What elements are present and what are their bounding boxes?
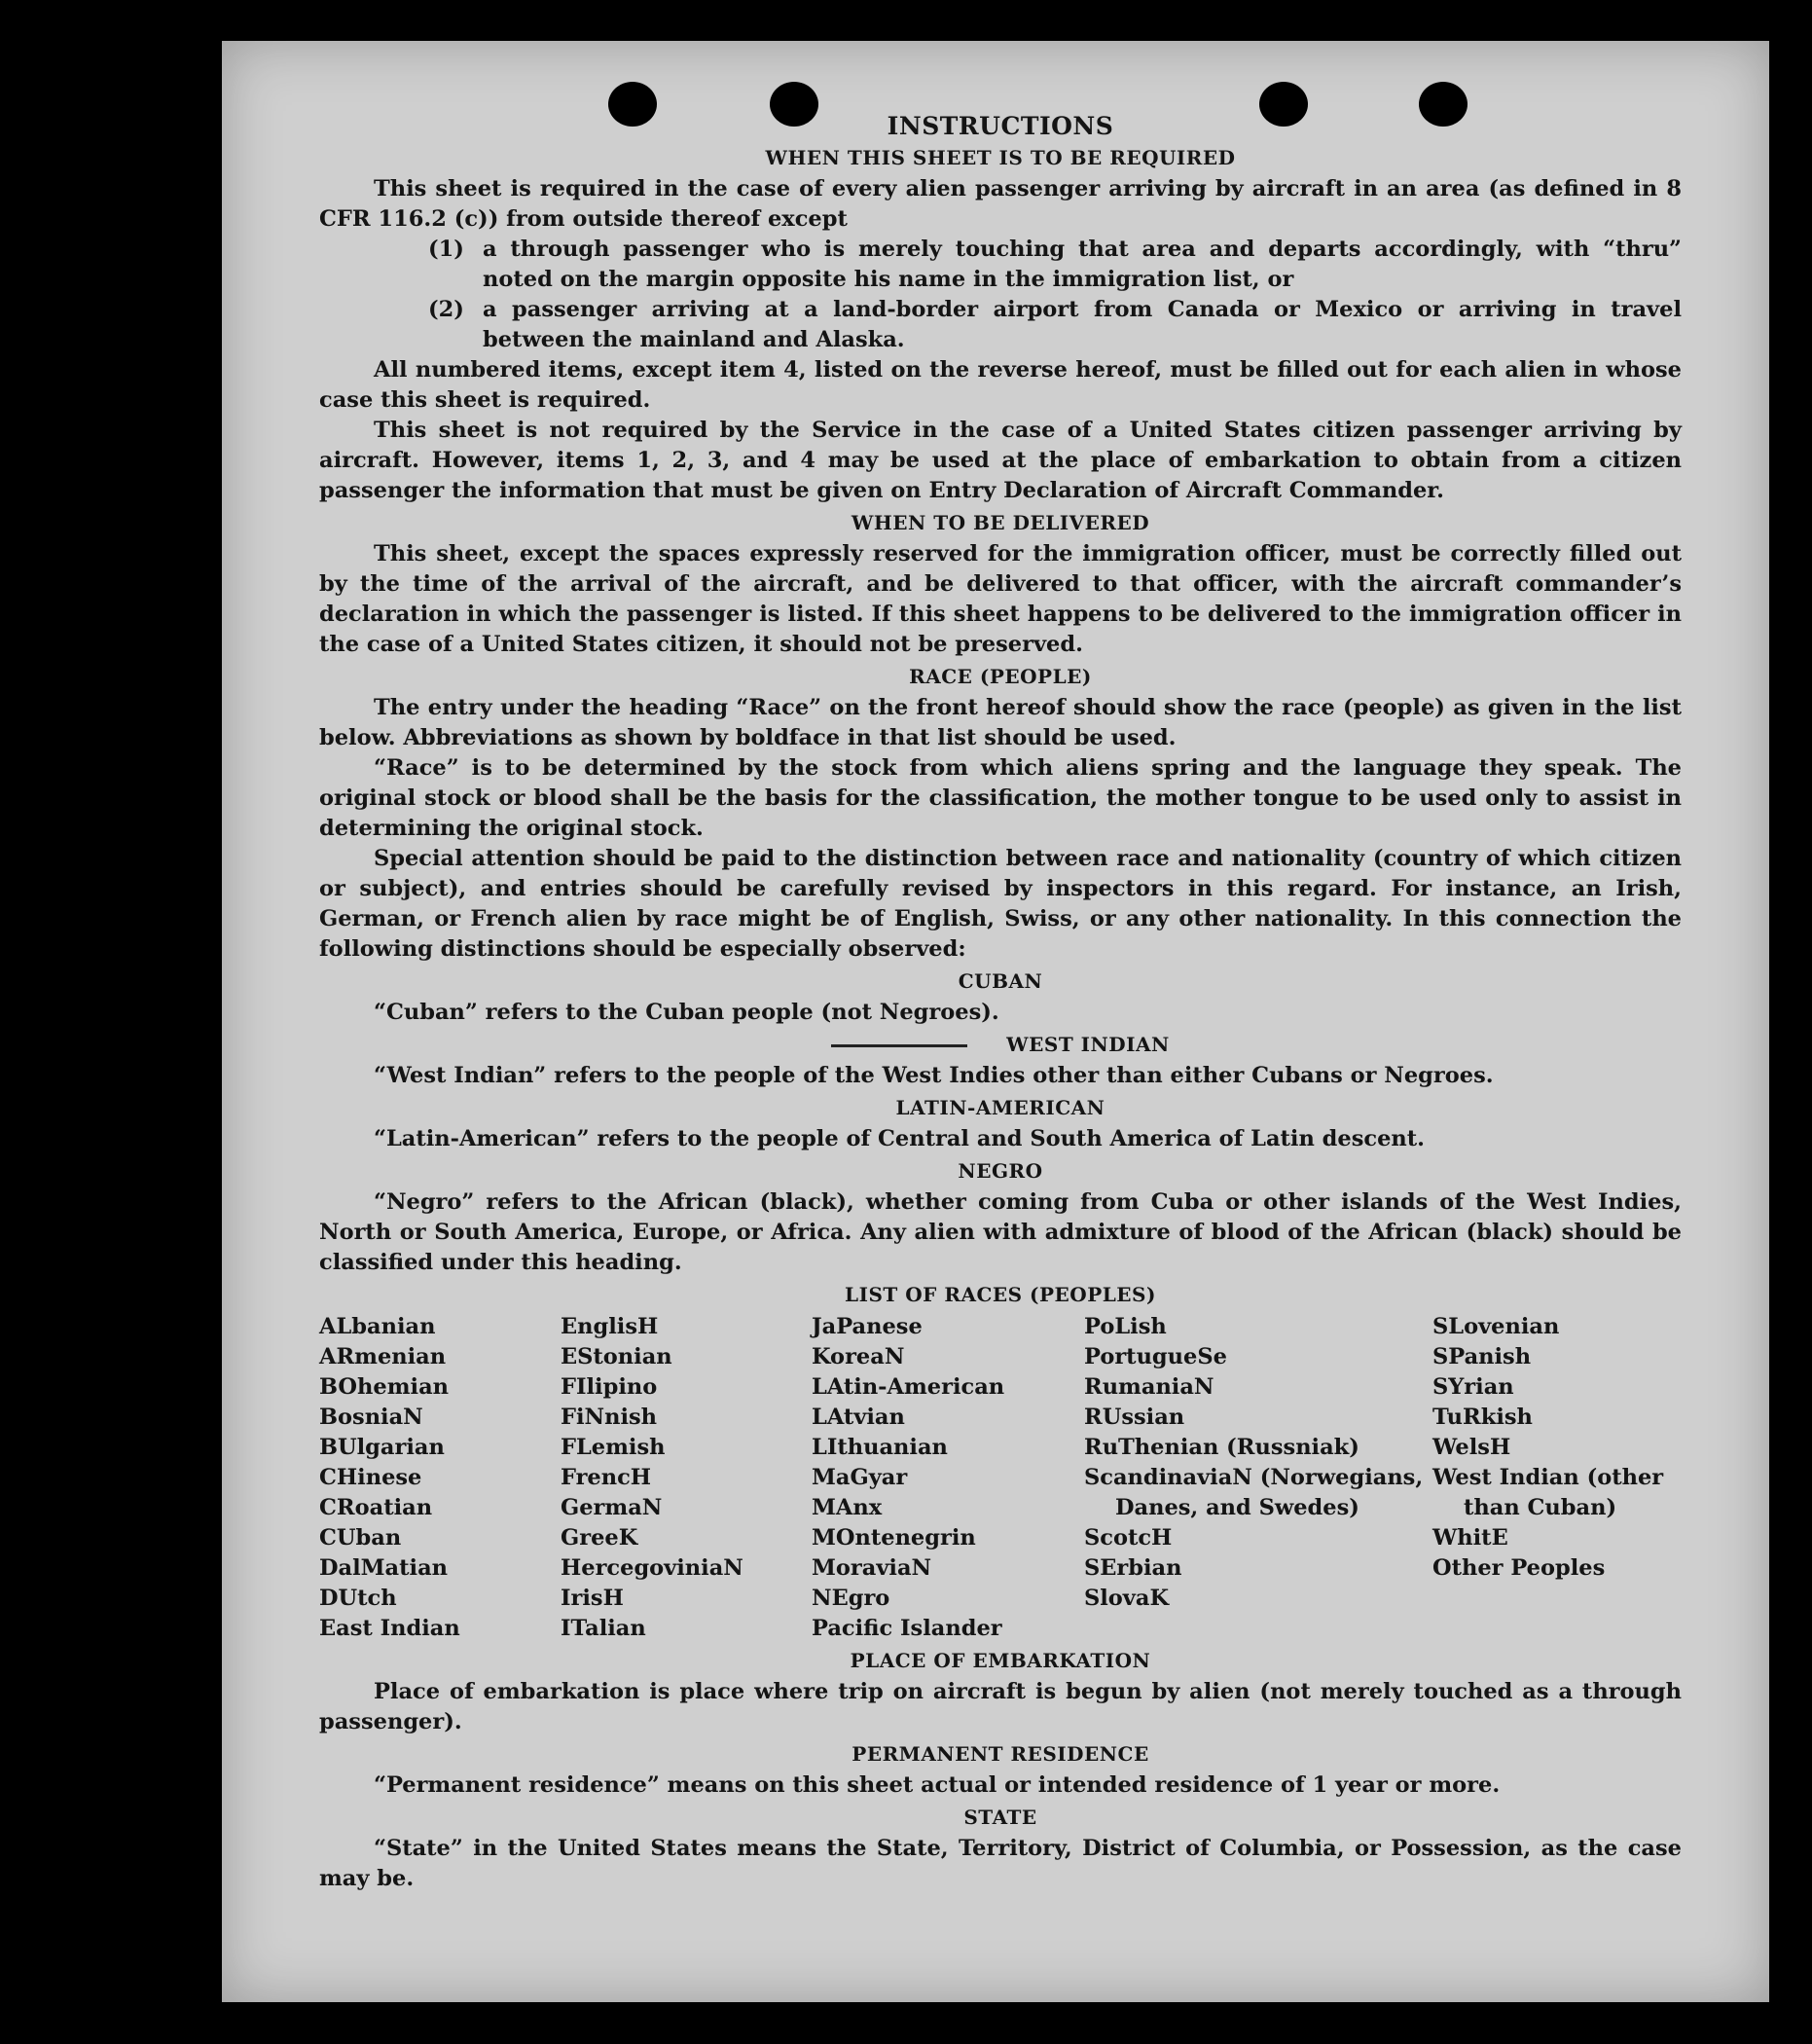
race-entry: SYrian	[1432, 1374, 1514, 1400]
item-number: (2)	[428, 297, 464, 322]
race-entry: ITalian	[561, 1616, 646, 1641]
paragraph-west-indian: “West Indian” refers to the people of the West Indies other than either Cubans or Negroes.	[374, 1063, 1494, 1088]
race-entry: East Indian	[319, 1616, 460, 1641]
race-entry: CUban	[319, 1525, 402, 1551]
race-entry: BUlgarian	[319, 1435, 445, 1460]
item-text: a passenger arriving at a land-border airport from Canada or Mexico or arriving in travel between the mainland and Alaska.	[483, 297, 1682, 352]
race-entry: West Indian (other than Cuban)	[1432, 1465, 1664, 1520]
race-entry: WelsH	[1432, 1435, 1511, 1460]
races-column-3	[812, 1312, 1084, 1644]
race-entry: SlovaK	[1084, 1586, 1170, 1611]
heading-list-of-races: LIST OF RACES (PEOPLES)	[845, 1283, 1156, 1306]
race-entry: RuThenian (Russniak)	[1084, 1435, 1359, 1460]
race-entry: DalMatian	[319, 1555, 449, 1581]
race-entry: FLemish	[561, 1435, 666, 1460]
heading-when-required: WHEN THIS SHEET IS TO BE REQUIRED	[765, 146, 1236, 169]
title: INSTRUCTIONS	[887, 112, 1114, 140]
race-entry: IrisH	[561, 1586, 624, 1611]
document-sheet	[222, 41, 1769, 2002]
list-item	[428, 235, 1682, 295]
race-entry: ALbanian	[319, 1314, 436, 1339]
race-entry: HercegoviniaN	[561, 1555, 743, 1581]
paragraph-numbered-items: All numbered items, except item 4, listed on the reverse hereof, must be filled out for each alien in whose case this sheet is required.	[319, 357, 1682, 413]
paragraph-race-3: Special attention should be paid to the distinction between race and nationality (country of which citizen or subject), and entries should be carefully revised by inspectors in this regard. For instance, an Irish, German, or French alien by race might be of English, Swiss, or any other nationality. In this connection the following distinctions should be especially observed:	[319, 846, 1682, 962]
race-entry: Other Peoples	[1432, 1555, 1606, 1581]
paragraph-embarkation: Place of embarkation is place where trip on aircraft is begun by alien (not merely touched as a through passenger).	[319, 1679, 1682, 1734]
race-entry: SPanish	[1432, 1344, 1532, 1369]
race-entry: MOntenegrin	[812, 1525, 976, 1551]
paragraph-state: “State” in the United States means the State, Territory, District of Columbia, or Possession, as the case may be.	[319, 1836, 1682, 1891]
race-entry: MaGyar	[812, 1465, 908, 1490]
race-entry: LAtvian	[812, 1405, 905, 1430]
race-entry: PortugueSe	[1084, 1344, 1227, 1369]
race-entry: GreeK	[561, 1525, 638, 1551]
list-item	[428, 295, 1682, 355]
heading-race: RACE (PEOPLE)	[909, 665, 1092, 688]
race-entry: ScandinaviaN (Norwegians, Danes, and Swedes)	[1084, 1465, 1424, 1520]
race-entry: SErbian	[1084, 1555, 1182, 1581]
heading-negro: NEGRO	[958, 1159, 1043, 1183]
race-entry: RUssian	[1084, 1405, 1185, 1430]
heading-place-of-embarkation: PLACE OF EMBARKATION	[850, 1649, 1151, 1672]
races-column-4	[1084, 1312, 1432, 1644]
dash-mark	[831, 1044, 967, 1047]
race-entry: JaPanese	[812, 1314, 923, 1339]
race-entry: ScotcH	[1084, 1525, 1173, 1551]
race-entry: CHinese	[319, 1465, 422, 1490]
race-entry: MoraviaN	[812, 1555, 932, 1581]
heading-west-indian: WEST INDIAN	[1006, 1033, 1170, 1056]
race-entry: Pacific Islander	[812, 1616, 1002, 1641]
paragraph-required: This sheet is required in the case of every alien passenger arriving by aircraft in an area (as defined in 8 CFR 116.2 (c)) from outside thereof except	[319, 176, 1682, 232]
heading-cuban: CUBAN	[958, 969, 1043, 993]
paragraph-citizen: This sheet is not required by the Service in the case of a United States citizen passenger arriving by aircraft. However, items 1, 2, 3, and 4 may be used at the place of embarkation to obtain from a citizen passenger the information that must be given on Entry Declaration of Aircraft Commander.	[319, 418, 1682, 503]
race-entry: FiNnish	[561, 1405, 658, 1430]
paragraph-delivered: This sheet, except the spaces expressly reserved for the immigration officer, must be correctly filled out by the time of the arrival of the aircraft, and be delivered to that officer, with the aircraft commander’s declaration in which the passenger is listed. If this sheet happens to be delivered to the immigration officer in the case of a United States citizen, it should not be preserved.	[319, 541, 1682, 657]
race-entry: GermaN	[561, 1495, 663, 1520]
heading-permanent-residence: PERMANENT RESIDENCE	[852, 1742, 1149, 1766]
race-entry: LAtin-American	[812, 1374, 1005, 1400]
item-text: a through passenger who is merely touching that area and departs accordingly, with “thru” noted on the margin opposite his name in the immigration list, or	[483, 237, 1682, 292]
paragraph-race-2: “Race” is to be determined by the stock from which aliens spring and the language they speak. The original stock or blood shall be the basis for the classification, the mother tongue to be used only to assist in determining the original stock.	[319, 755, 1682, 841]
race-entry: BOhemian	[319, 1374, 450, 1400]
race-entry: ARmenian	[319, 1344, 447, 1369]
race-entry: KoreaN	[812, 1344, 905, 1369]
race-entry: BosniaN	[319, 1405, 423, 1430]
races-table	[319, 1312, 1682, 1644]
race-entry: FIlipino	[561, 1374, 658, 1400]
heading-latin-american: LATIN-AMERICAN	[895, 1096, 1105, 1119]
instructions-content	[319, 109, 1682, 1894]
race-entry: SLovenian	[1432, 1314, 1560, 1339]
race-entry: DUtch	[319, 1586, 397, 1611]
races-column-1	[319, 1312, 561, 1644]
race-entry: PoLish	[1084, 1314, 1167, 1339]
paragraph-negro: “Negro” refers to the African (black), whether coming from Cuba or other islands of the West Indies, North or South America, Europe, or Africa. Any alien with admixture of blood of the African (black) should be classified under this heading.	[319, 1189, 1682, 1275]
race-entry: LIthuanian	[812, 1435, 948, 1460]
race-entry: RumaniaN	[1084, 1374, 1214, 1400]
race-entry: TuRkish	[1432, 1405, 1533, 1430]
heading-when-delivered: WHEN TO BE DELIVERED	[851, 511, 1150, 534]
paragraph-residence: “Permanent residence” means on this sheet actual or intended residence of 1 year or more.	[374, 1772, 1501, 1798]
paragraph-race-1: The entry under the heading “Race” on the front hereof should show the race (people) as given in the list below. Abbreviations as shown by boldface in that list should be used.	[319, 695, 1682, 750]
item-number: (1)	[428, 237, 464, 262]
race-entry: MAnx	[812, 1495, 883, 1520]
paragraph-cuban: “Cuban” refers to the Cuban people (not Negroes).	[374, 1000, 999, 1025]
races-column-2	[561, 1312, 812, 1644]
race-entry: EnglisH	[561, 1314, 659, 1339]
race-entry: WhitE	[1432, 1525, 1508, 1551]
races-column-5	[1432, 1312, 1682, 1644]
race-entry: EStonian	[561, 1344, 672, 1369]
heading-west-indian-row	[319, 1030, 1682, 1060]
race-entry: CRoatian	[319, 1495, 433, 1520]
heading-state: STATE	[963, 1806, 1037, 1829]
race-entry: NEgro	[812, 1586, 890, 1611]
race-entry: FrencH	[561, 1465, 652, 1490]
paragraph-latin-american: “Latin-American” refers to the people of Central and South America of Latin descent.	[374, 1126, 1425, 1151]
